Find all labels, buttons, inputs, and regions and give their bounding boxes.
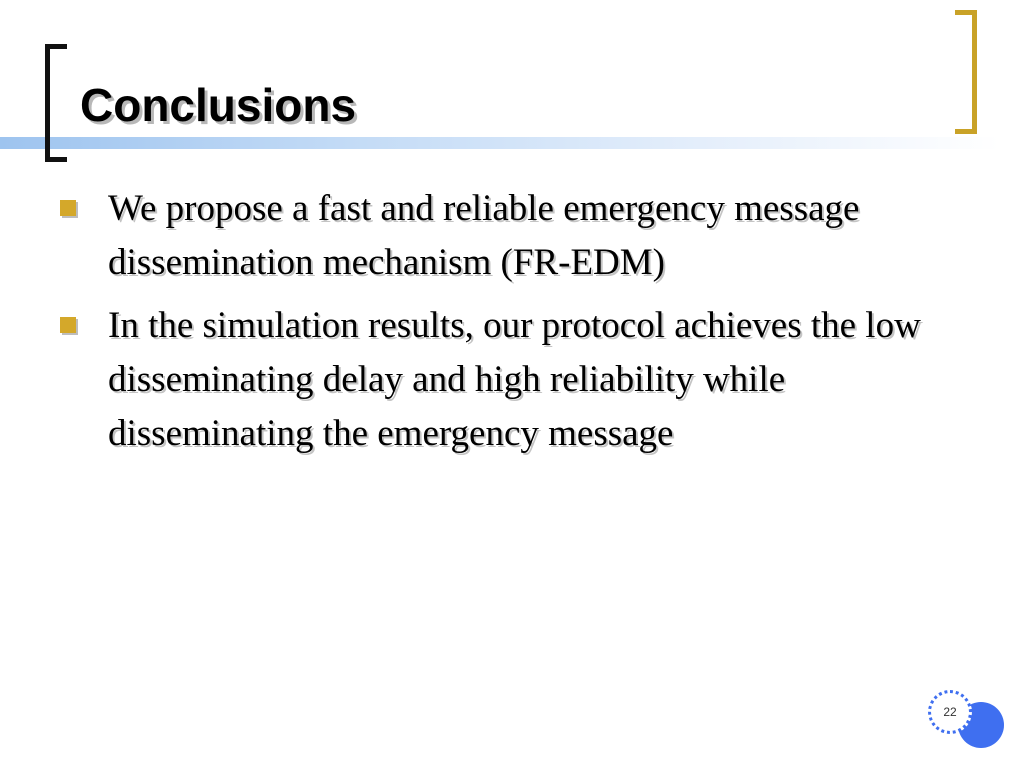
- page-number: 22: [943, 705, 957, 719]
- bullet-text: In the simulation results, our protocol achieves the low disseminating delay and high reliability while disseminating the emergency message: [108, 305, 921, 454]
- slide-title: Conclusions: [80, 79, 357, 131]
- right-bracket-decoration: [955, 10, 977, 134]
- bullet-list: [56, 182, 986, 470]
- bullet-text: We propose a fast and reliable emergency message dissemination mechanism (FR-EDM): [108, 188, 860, 283]
- bullet-item: [56, 299, 986, 461]
- left-bracket-decoration: [45, 44, 67, 162]
- square-bullet-icon: [60, 200, 76, 216]
- title-band: [0, 137, 1000, 149]
- page-number-badge: [924, 690, 1004, 750]
- bullet-item: [56, 182, 986, 290]
- square-bullet-icon: [60, 317, 76, 333]
